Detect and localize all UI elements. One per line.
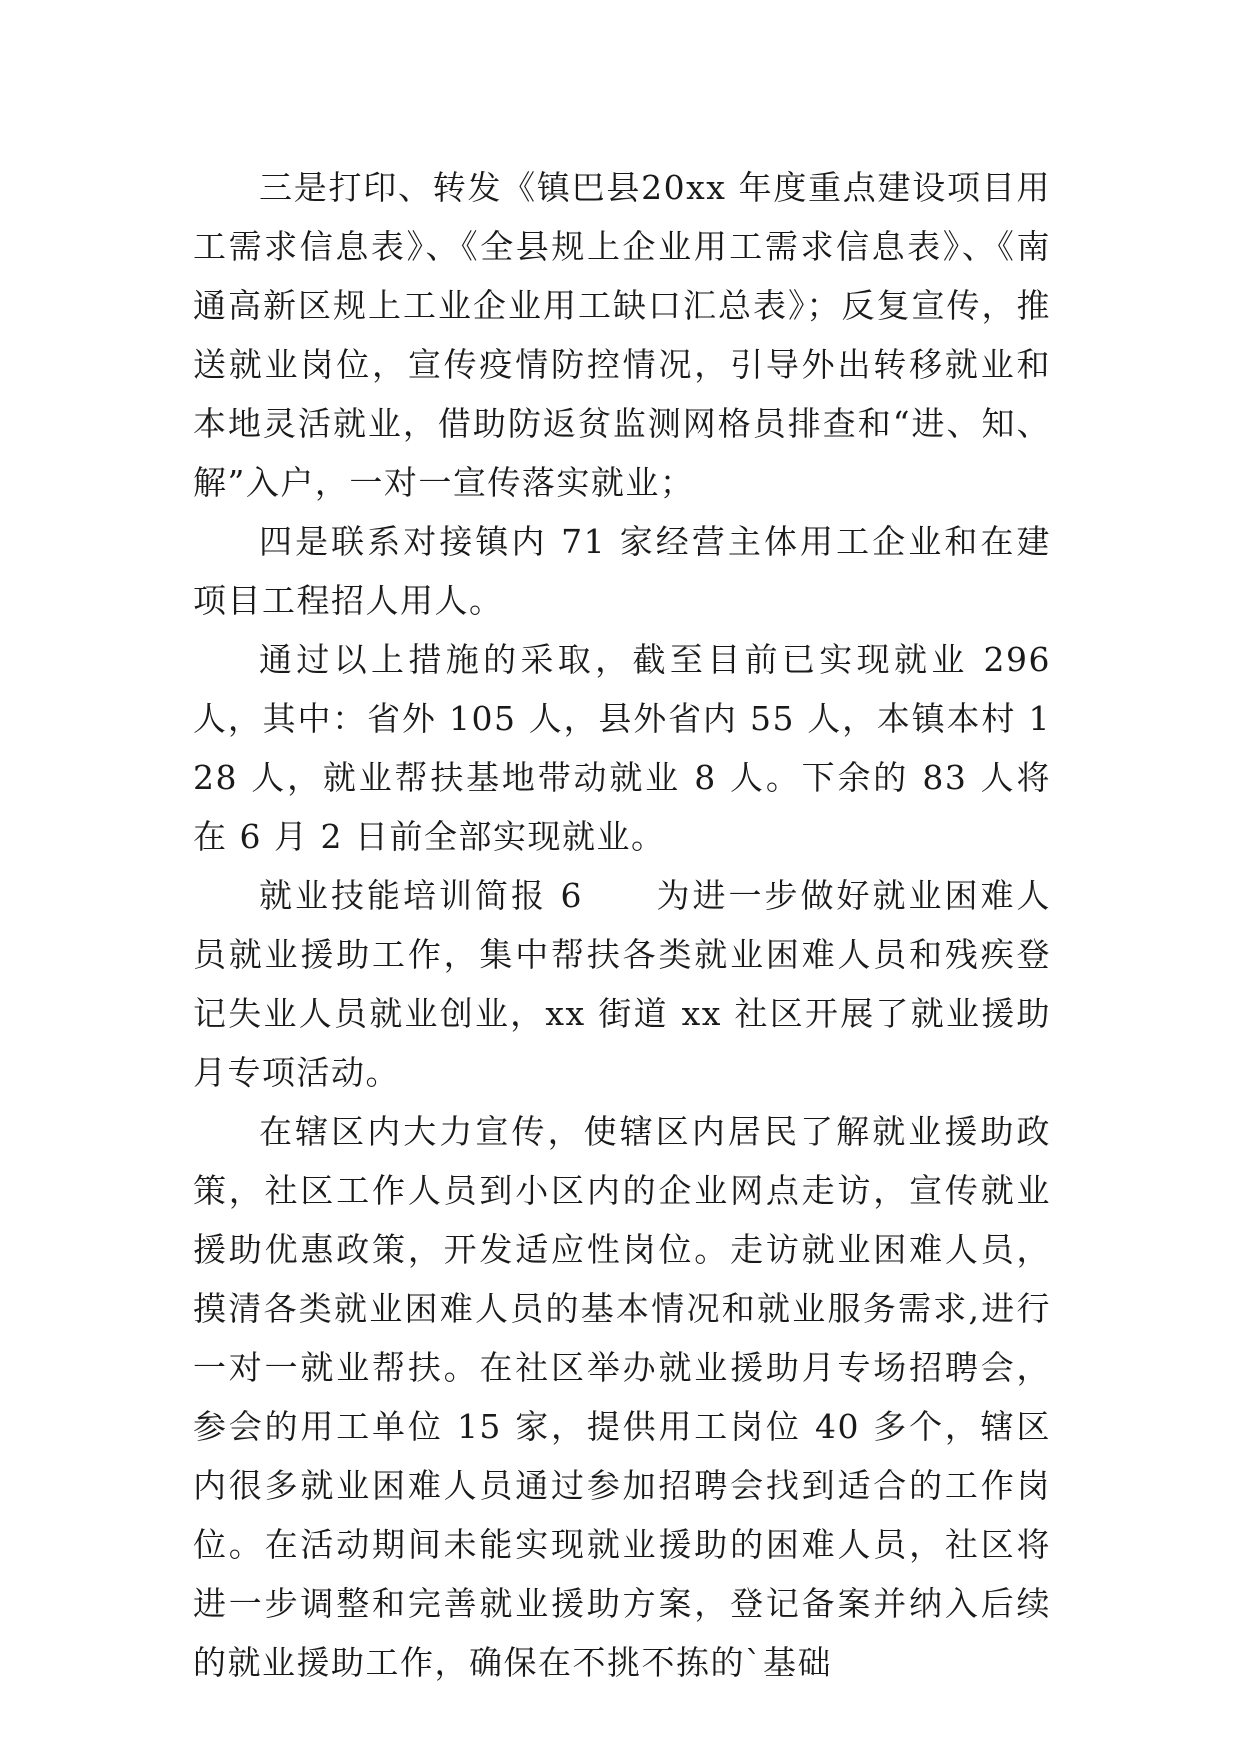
paragraph-community-activities: 在辖区内大力宣传，使辖区内居民了解就业援助政策，社区工作人员到小区内的企业网点走访，宣传就业援助优惠政策，开发适应性岗位。走访就业困难人员，摸清各类就业困难人员的基本情况和就业服务需求,进行一对一就业帮扶。在社区举办就业援助月专场招聘会，参会的用工单位 15 家，提供用工岗位 40 多个，辖区内很多就业困难人员通过参加招聘会找到适合的工作岗位。在活动期间未能实现就业援助的困难人员，社区将进一步调整和完善就业援助方案，登记备案并纳入后续的就业援助工作，确保在不挑不拣的`基础	[193, 1112, 1051, 1682]
document-body	[193, 158, 1051, 1692]
paragraph-measures-three: 三是打印、转发《镇巴县20xx 年度重点建设项目用工需求信息表》、《全县规上企业用工需求信息表》、《南通高新区规上工业企业用工缺口汇总表》；反复宣传，推送就业岗位，宣传疫情防控情况，引导外出转移就业和本地灵活就业，借助防返贫监测网格员排查和“进、知、解”入户，一对一宣传落实就业；	[193, 168, 1051, 502]
paragraph-training-brief-6: 就业技能培训简报 6 为进一步做好就业困难人员就业援助工作，集中帮扶各类就业困难人员和残疾登记失业人员就业创业，xx 街道 xx 社区开展了就业援助月专项活动。	[193, 876, 1051, 1092]
paragraph-measures-four: 四是联系对接镇内 71 家经营主体用工企业和在建项目工程招人用人。	[193, 522, 1051, 620]
paragraph-employment-results: 通过以上措施的采取，截至目前已实现就业 296 人，其中：省外 105 人，县外省内 55 人，本镇本村 128 人，就业帮扶基地带动就业 8 人。下余的 83 人将在 6 月 2 日前全部实现就业。	[193, 640, 1051, 856]
